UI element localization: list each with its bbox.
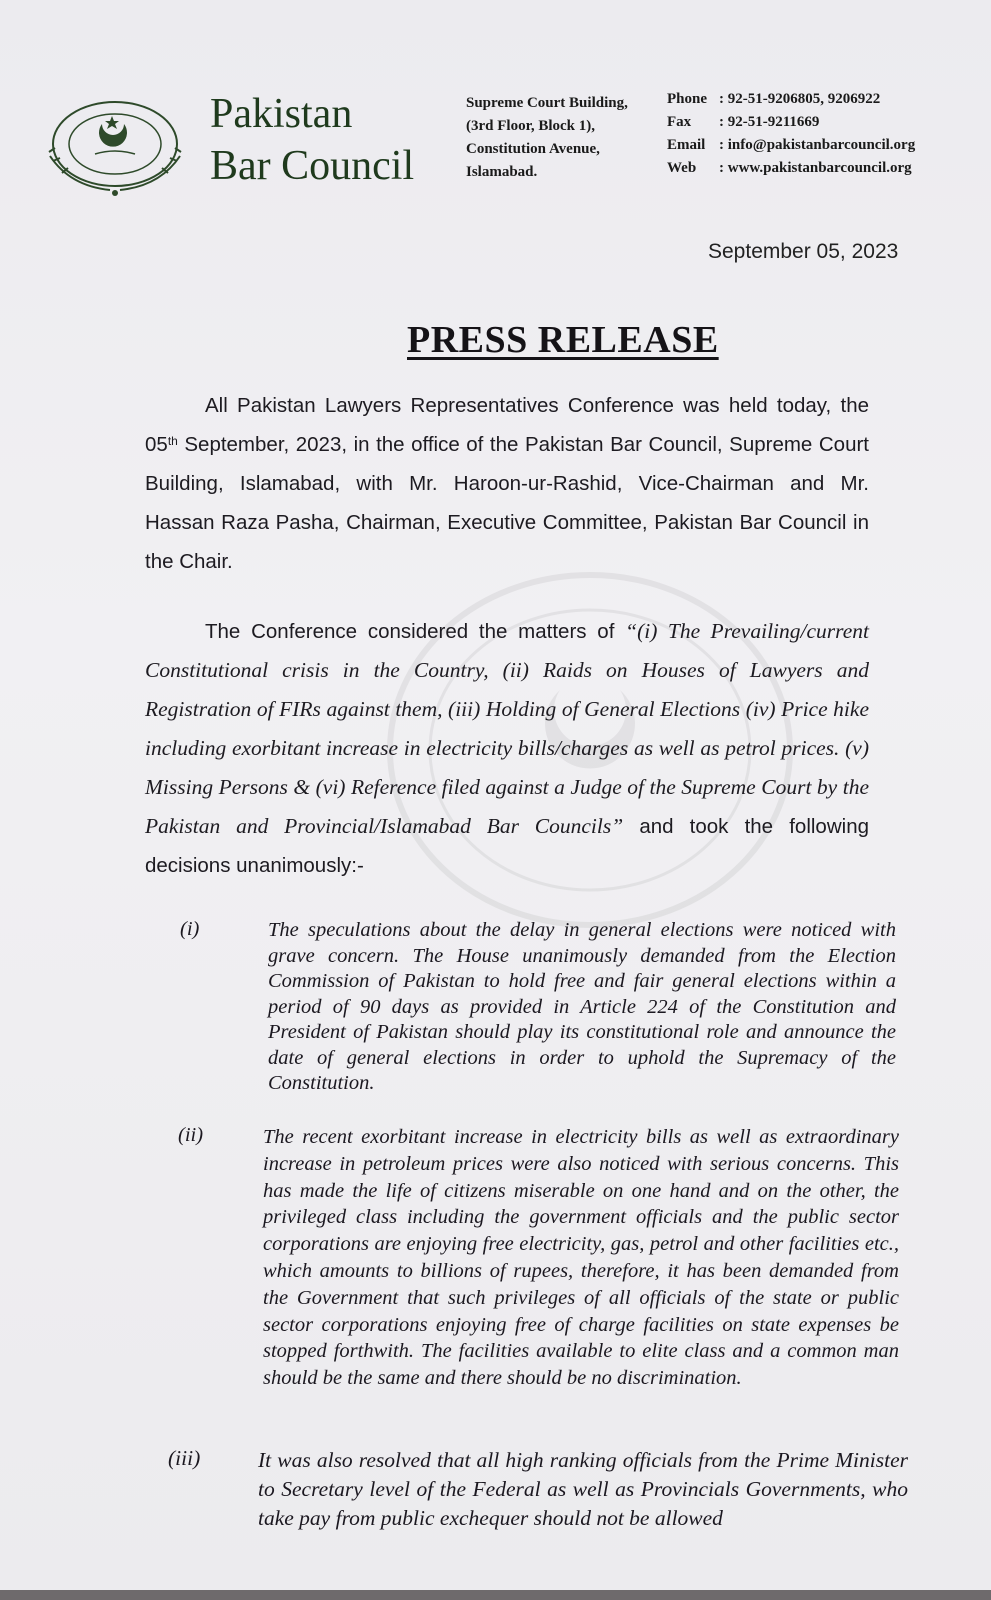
address-line: Islamabad. (466, 164, 538, 180)
decision-text: It was also resolved that all high ranking officials from the Prime Minister to Secretary level of the Federal as well as Provincials Governments, who take pay from public exchequer should not be allowed (258, 1448, 908, 1530)
contact-value: : info@pakistanbarcouncil.org (719, 137, 916, 153)
page-bottom-edge (0, 1590, 991, 1600)
document-title: PRESS RELEASE (407, 319, 719, 361)
contact-value: : 92-51-9206805, 9206922 (719, 91, 881, 107)
contact-key: Web (667, 160, 697, 176)
council-logo (40, 96, 190, 196)
intro-rest: September, 2023, in the office of the Pakistan Bar Council, Supreme Court Building, Islamabad, with Mr. Haroon-ur-Rashid, Vice-Chairman and Mr. Hassan Raza Pasha, Chairman, Executive Committee, Pakistan Bar Council in the Chair. (145, 433, 869, 573)
ordinal-suffix: th (167, 434, 178, 448)
release-date: September 05, 2023 (708, 240, 899, 263)
matters-lead: The Conference considered the matters of (205, 620, 626, 643)
contact-web (667, 157, 915, 180)
decision-text: The recent exorbitant increase in electricity bills as well as extraordinary increase in petroleum prices were also noticed with serious concerns. This has made the life of citizens miserable on one hand and on the other, the privileged class including the government officials and the public sector corporations are enjoying free electricity, gas, petrol and other facilities etc., which amounts to billions of rupees, therefore, it has been demanded from the Government that such privileges of all officials of the state or public sector corporations enjoying free of charge facilities on state expenses be stopped forthwith. The facilities available to elite class and a common man should be the same and there should be no discrimination. (263, 1126, 899, 1390)
decision-number: (ii) (178, 1124, 204, 1146)
address-line: Supreme Court Building, (466, 95, 628, 111)
decision-number: (iii) (168, 1446, 201, 1470)
address-line: (3rd Floor, Block 1), (466, 118, 596, 134)
contact-key: Phone (667, 91, 708, 107)
matters-list: “(i) The Prevailing/current Constitutional crisis in the Country, (ii) Raids on Houses of Lawyers and Registration of FIRs against them, (iii) Holding of General Elections (iv) Price hike including exorbitant increase in electricity bills/charges as well as petrol prices. (v) Missing Persons & (vi) Reference filed against a Judge of the Supreme Court by the Pakistan and Provincial/Islamabad Bar Councils” (145, 619, 869, 838)
org-name-line1: Pakistan (210, 91, 353, 137)
contact-details (667, 88, 915, 180)
intro-paragraph (145, 386, 869, 581)
decision-number: (i) (180, 918, 200, 940)
contact-key: Fax (667, 114, 692, 130)
contact-phone (667, 88, 915, 111)
decision-text: The speculations about the delay in general elections were noticed with grave concern. The House unanimously demanded from the Election Commission of Pakistan to hold free and fair general elections within a period of 90 days as provided in Article 224 of the Constitution and President of Pakistan should play its constitutional role and announce the date of general elections in order to uphold the Supremacy of the Constitution. (268, 919, 896, 1094)
contact-email (667, 134, 915, 157)
matters-paragraph (145, 612, 869, 885)
org-name-line2: Bar Council (210, 143, 415, 189)
matters-tail: and took the following decisions unanimously:- (145, 815, 869, 877)
contact-value: : www.pakistanbarcouncil.org (719, 160, 912, 176)
contact-value: : 92-51-9211669 (719, 114, 820, 130)
org-name (210, 88, 414, 192)
contact-fax (667, 111, 915, 134)
address-line: Constitution Avenue, (466, 141, 600, 157)
intro-lead: All Pakistan Lawyers Representatives Conference was held today, the 05 (145, 394, 869, 456)
contact-key: Email (667, 137, 706, 153)
office-address (466, 92, 628, 184)
